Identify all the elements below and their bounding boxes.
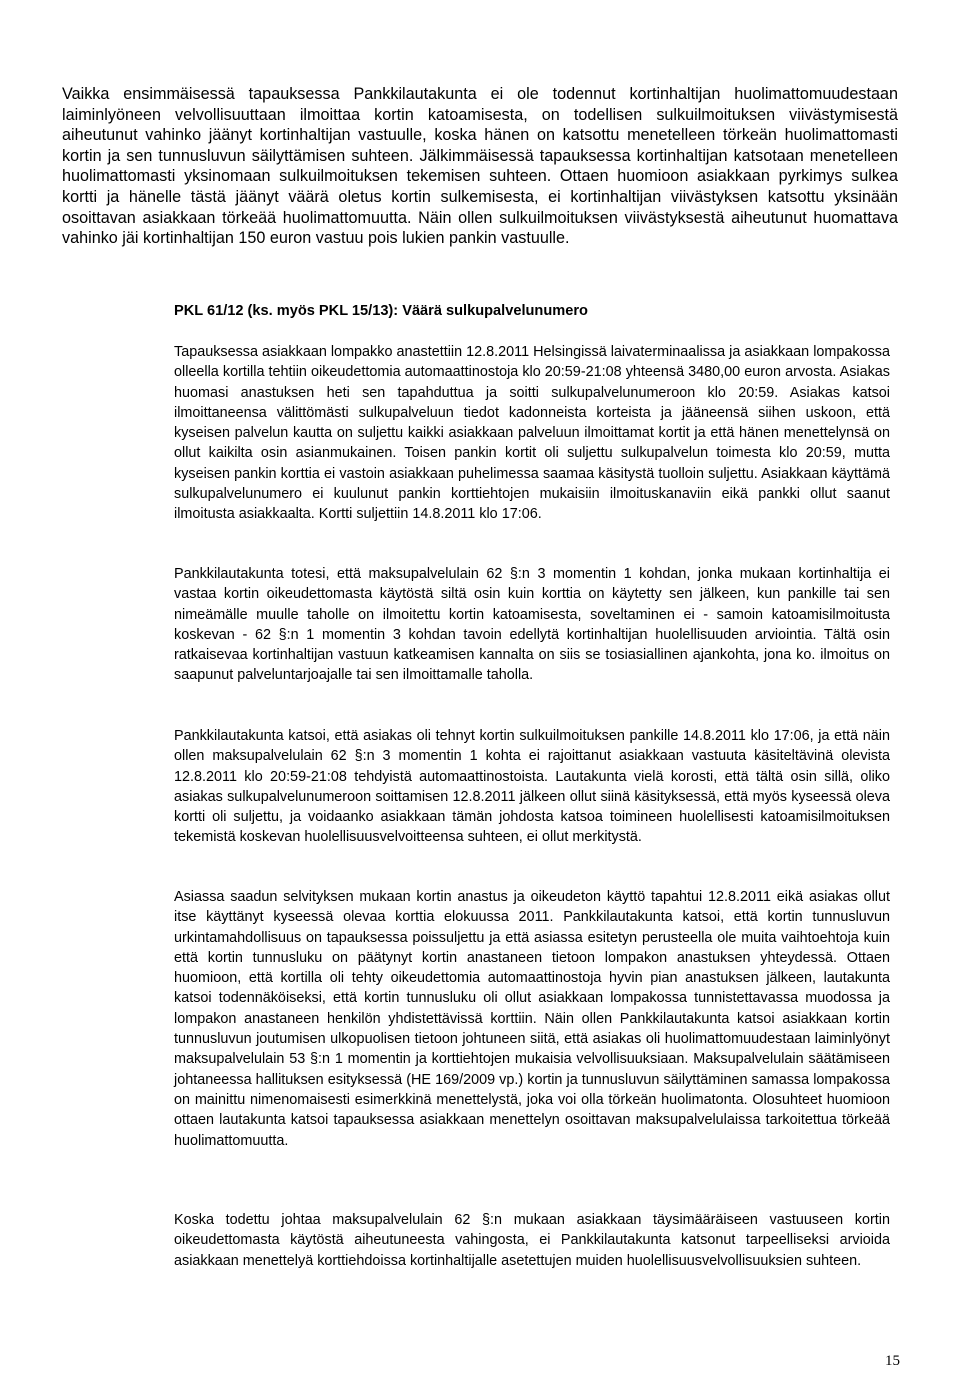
- page-number: 15: [885, 1353, 900, 1369]
- case-paragraph-1: [174, 342, 890, 525]
- paragraph-text: Asiassa saadun selvityksen mukaan kortin anastus ja oikeudeton käyttö tapahtui 12.8.2011 eikä asiakas ollut itse käyttänyt kyseessä olevaa korttia elokuussa 2011. Pankkilautakunta katsoi, että kortin tunnusluvun urkintamahdollisuus on tapauksessa poissuljettu ja että asiassa esitetyn perusteella ole muita vaihtoehtoja kuin että kortin tunnusluku on päätynyt kortin anastaneen tietoon lompakon anastuksen yhteydessä. Ottaen huomioon, että kortilla oli tehty oikeudettomia automaattinostoja hyvin pian anastuksen jälkeen, lautakunta katsoi todennäköiseksi, että kortin tunnusluku oli ollut asiakkaan lompakossa tunnistettavassa muodossa ja lompakon anastaneen henkilön yhdistettävissä korttiin. Näin ollen Pankkilautakunta katsoi asiakkaan kortin tunnusluvun joutumisen ulkopuolisen tietoon johtuneen siitä, että asiakas oli huolimattomuudestaan laiminlyönyt maksupalvelulain 53 §:n 1 momentin ja korttiehtojen mukaisia velvollisuuksiaan. Maksupalvelulain säätämiseen johtaneessa hallituksen esityksessä (HE 169/2009 vp.) kortin ja tunnusluvun säilyttäminen samassa lompakossa on mainittu nimenomaisesti esimerkkinä menettelystä, joka voi olla törkeän huolimatonta. Olosuhteet huomioon ottaen lautakunta katsoi tapauksessa asiakkaan menettelyn osoittavan maksupalvelulaissa tarkoitettua törkeää huolimattomuutta.: [174, 889, 890, 1149]
- intro-section: [62, 84, 898, 249]
- paragraph-text: Pankkilautakunta katsoi, että asiakas oli tehnyt kortin sulkuilmoituksen pankille 14.8.2011 klo 17:06, ja että näin ollen maksupalvelulain 62 §:n 3 momentin 1 kohta ei rajoittanut asiakkaan vastuuta käsiteltävinä olevista 12.8.2011 klo 20:59-21:08 tehdyistä automaattinostoista. Lautakunta vielä korosti, että tältä osin sillä, oliko asiakas sulkupalvelunumeroon soittamisen 12.8.2011 jälkeen ollut siinä käsityksessä, että myös kyseessä oleva kortti oli suljettu, ja voidaanko asiakkaan tämän johdosta katsoa toimineen huolellisesti katoamisilmoituksen tekemistä koskevan huolellisuusvelvoitteensa suhteen, ei ollut merkitystä.: [174, 728, 890, 846]
- case-paragraph-2: [174, 564, 890, 686]
- case-heading: PKL 61/12 (ks. myös PKL 15/13): Väärä sulkupalvelunumero: [174, 303, 588, 319]
- intro-paragraph: Vaikka ensimmäisessä tapauksessa Pankkilautakunta ei ole todennut kortinhaltijan huolimattomuudestaan laiminlyöneen velvollisuuttaan ilmoittaa kortin katoamisesta, on todellisen sulkuilmoituksen viivästymisestä aiheutunut vahinko jäänyt kortinhaltijan vastuulle, koska hänen on katsottu menetelleen törkeän huolimattomasti kortin ja sen tunnusluvun säilyttämisen suhteen. Jälkimmäisessä tapauksessa kortinhaltijan katsotaan menetelleen huolimattomasti yksinomaan sulkuilmoituksen tekemisen suhteen. Ottaen huomioon asiakkaan pyrkimys sulkea kortti ja hänelle tästä jäänyt väärä oletus kortin sulkemisesta, ei kortinhaltijan viivästyksen katsottu yksinään osoittavan asiakkaan törkeää huolimattomuutta. Näin ollen sulkuilmoituksen viivästyksestä aiheutunut huomattava vahinko jäi kortinhaltijan 150 euron vastuu pois lukien pankin vastuulle.: [62, 85, 898, 248]
- case-paragraph-3: [174, 726, 890, 848]
- case-paragraph-4: [174, 887, 890, 1151]
- case-paragraph-5: [174, 1210, 890, 1271]
- paragraph-text: Pankkilautakunta totesi, että maksupalvelulain 62 §:n 3 momentin 1 kohdan, jonka mukaan kortinhaltija ei vastaa kortin oikeudettomasta käytöstä siltä osin kuin korttia on käytetty sen jälkeen, kun pankille tai sen nimeämälle muulle taholle on ilmoitettu kortin katoamisesta, soveltaminen ei - samoin katoamisilmoitusta koskevan - 62 §:n 1 momentin 3 kohdan tavoin edellytä kortinhaltijan huolellisuuden arviointia. Tältä osin ratkaisevaa kortinhaltijan vastuun katkeamisen kannalta on siis se tosiasiallinen ajankohta, jona ko. ilmoitus on saapunut palveluntarjoajalle tai sen ilmoittamalle taholla.: [174, 566, 890, 684]
- paragraph-text: Koska todettu johtaa maksupalvelulain 62 §:n mukaan asiakkaan täysimääräiseen vastuuseen kortin oikeudettomasta käytöstä aiheutuneesta vahingosta, ei Pankkilautakunta katsonut tarpeelliseksi arvioida asiakkaan menettelyä korttiehdoissa kortinhaltijalle asetettujen muiden huolellisuusvelvollisuuksien suhteen.: [174, 1212, 890, 1269]
- paragraph-text: Tapauksessa asiakkaan lompakko anastettiin 12.8.2011 Helsingissä laivaterminaalissa ja asiakkaan lompakossa olleella kortilla tehtiin oikeudettomia automaattinostoja klo 20:59-21:08 yhteensä 3480,00 euron arvosta. Asiakas huomasi anastuksen heti sen tapahduttua ja soitti sulkupalvelunumeroon klo 20:59. Asiakas katsoi ilmoittaneensa välittömästi sulkupalveluun tiedot kadonneista korteista ja jääneensä siihen uskoon, että kyseisen palvelun kautta on suljettu kaikki asiakkaan palveluun ilmoittamat kortit ja että hänen menettelynsä on ollut kaikilta osin asianmukainen. Toisen pankin kortit oli suljettu sulkupalvelun toimesta klo 20:59, mutta kyseisen pankin korttia ei vastoin asiakkaan puhelimessa saamaa käsitystä tuolloin suljettu. Asiakkaan käyttämä sulkupalvelunumero ei kuulunut pankin korttiehtojen mukaisiin ilmoituskanaviin eikä pankki ollut saanut ilmoitusta asiakkaalta. Kortti suljettiin 14.8.2011 klo 17:06.: [174, 344, 890, 523]
